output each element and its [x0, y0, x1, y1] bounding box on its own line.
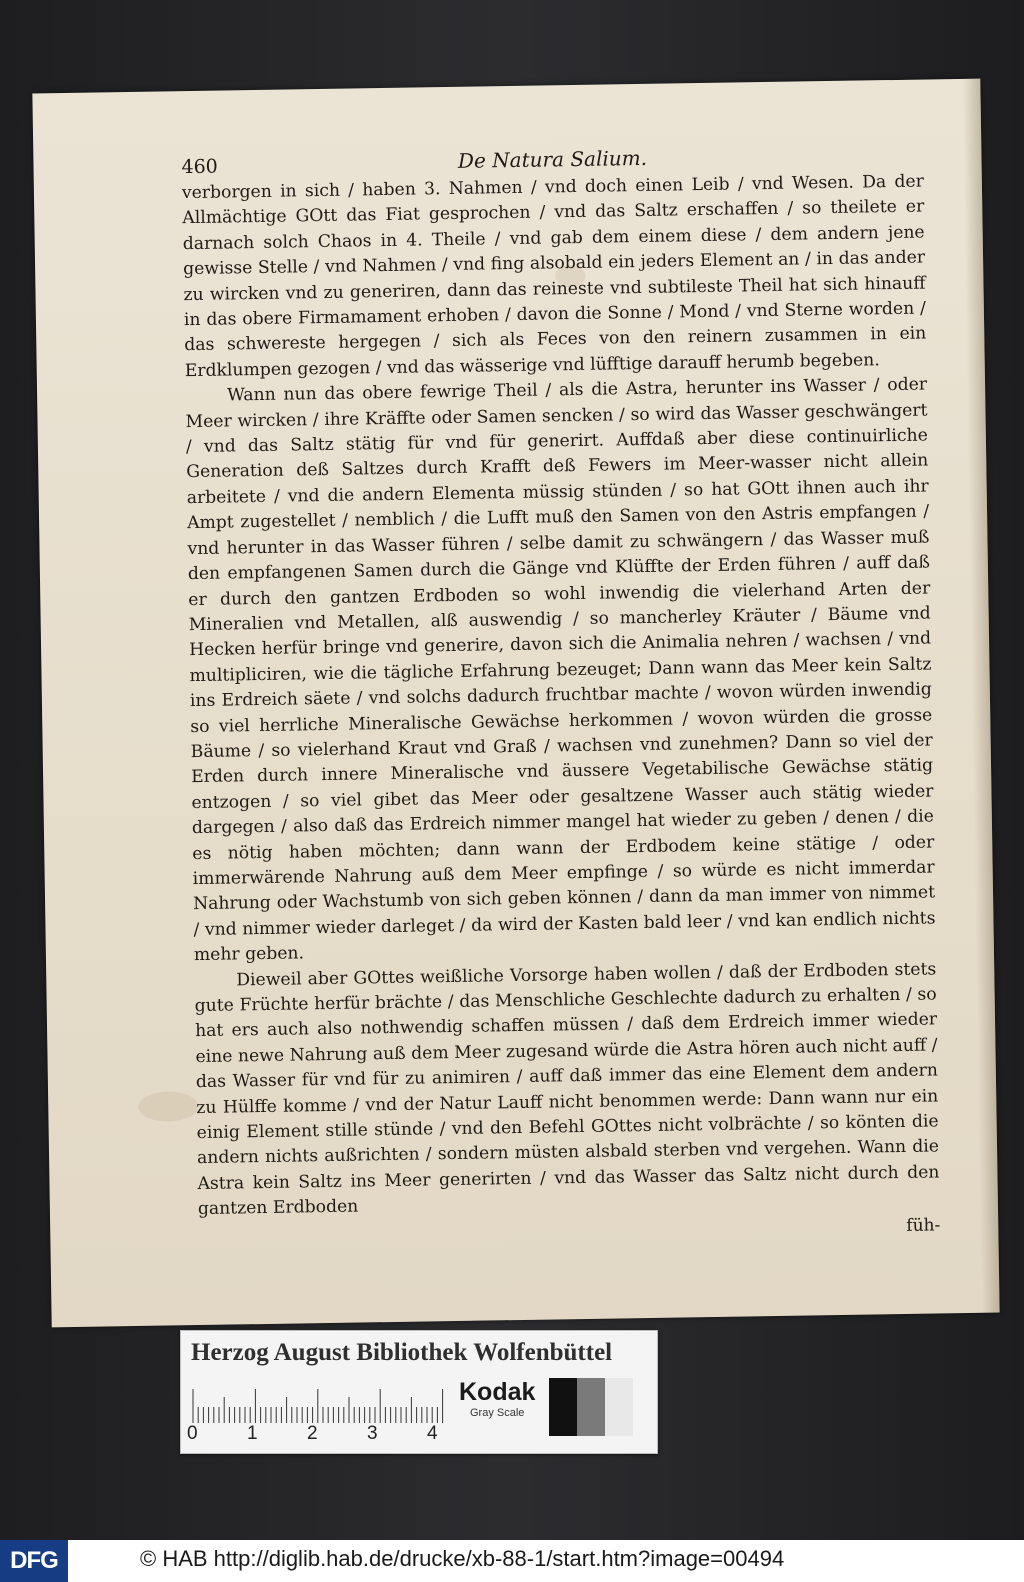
catchword: füh-	[906, 1215, 941, 1236]
ruler-number: 4	[427, 1423, 438, 1444]
copyright-link[interactable]: © HAB http://diglib.hab.de/drucke/xb-88-1/start.htm?image=00494	[140, 1546, 785, 1571]
scale-ruler	[191, 1383, 451, 1423]
page-number: 460	[181, 155, 218, 179]
gray-patch-black	[549, 1378, 577, 1436]
paragraph: Dieweil aber GOttes weißliche Vorsorge haben wollen / daß der Erdboden stets gute Früchte herfür brächte / das Menschliche Geschlechte dadurch zu erhalten / so hat ers auch also nothwendig schaffen müssen / daß dem Erdreich immer wieder eine newe Nahrung auß dem Meer zugesand würde die Astra hören auch nicht auff / das Wasser für vnd für zu animiren / auff daß immer das eine Element dem andern zu Hülffe komme / vnd der Natur Lauff nicht benommen werde: Dann wann nur ein einig Element stille stünde / vnd den Befehl GOttes nicht volbrächte / so könten die andern nichts außrichten / sondern müsten alsbald sterben vnd vergehen. Wann die Astra kein Saltz ins Meer generirten / vnd das Wasser das Saltz nicht durch den gantzen Erdboden	[194, 959, 940, 1220]
running-head: De Natura Salium.	[457, 145, 648, 173]
dfg-logo: DFG	[0, 1540, 68, 1582]
ruler-number: 2	[307, 1423, 318, 1444]
kodak-logo: Kodak	[459, 1378, 536, 1406]
color-target-card	[180, 1330, 658, 1454]
paragraph: verborgen in sich / haben 3. Nahmen / vnd doch einen Leib / vnd Wesen. Da der Allmächtige GOtt das Fiat gesprochen / vnd das Saltz erschaffen / so theilete er darnach solch Chaos in 4. Theile / vnd gab dem einem diese / dem andern jene gewisse Stelle / vnd Nahmen / vnd fing alsobald ein jeders Element an / in das ander zu wircken vnd zu generiren, dann das reineste vnd subtileste Theil hat sich hinauff in das obere Firmamament erhoben / davon die Sonne / Mond / vnd Sterne worden / das schwereste hergegen / sich als Feces von den reinern zusammen in ein Erdklumpen gezogen / vnd das wässerige vnd lüfftige darauff herumb begeben.	[181, 171, 927, 382]
gray-scale-patches	[549, 1378, 633, 1436]
gray-patch-white	[605, 1378, 633, 1436]
paragraph: Wann nun das obere fewrige Theil / als die Astra, herunter ins Wasser / oder Meer wircken / ihre Kräffte oder Samen sencken / so wird das Wasser geschwängert / vnd das Saltz stätig für vnd für generirt. Auffdaß aber diese continuirliche Generation deß Saltzes durch Krafft deß Fewers im Meer-wasser nicht allein arbeitete / vnd die andern Elementa müssig stünden / so hat GOtt ihnen auch ihr Ampt zugestellet / nemblich / die Lufft muß den Samen von den Astris empfangen / vnd herunter in das Wasser führen / selbe damit zu schwängern / das Wasser muß den empfangenen Samen durch die Gänge vnd Klüffte der Erden führen / auff daß er durch den gantzen Erdboden so wohl inwendig die vielerhand Arten der Mineralien vnd Metallen, alß auswendig / so mancherley Kräuter / Bäume vnd Hecken herfür bringe vnd generire, davon sich die Animalia nehren / wachsen / vnd multipliciren, wie die tägliche Erfahrung bezeuget; Dann wann das Meer kein Saltz ins Erdreich säete / vnd solchs dadurch fruchtbar machte / wovon würden inwendig so viel herrliche Mineralische Gewächse herkommen / wovon würden die grosse Bäume / so vielerhand Kraut vnd Graß / wachsen vnd zunehmen? Dann so viel der Erden durch innere Mineralische vnd äussere Vegetabilische Gewächse stätig entzogen / so viel gibet das Meer oder gesaltzene Wasser auch stätig wieder dargegen / also daß das Erdreich nimmer mangel hat wieder zu geben / denen / die es nötig haben möchten; dann wann der Erdbodem keine stätige / oder immerwärende Nahrung auß dem Meer empfinge / so würde es nicht immerdar Nahrung oder Wachstumb von sich geben können / dann da man immer von nimmet / vnd nimmer wieder darleget / da wird der Kasten bald leer / vnd kan endlich nichts mehr geben.	[185, 374, 936, 966]
text-block	[181, 142, 940, 1251]
kodak-subtitle: Gray Scale	[470, 1407, 525, 1419]
book-page	[32, 79, 999, 1328]
paper-stain	[138, 1091, 198, 1122]
library-name: Herzog August Bibliothek Wolfenbüttel	[191, 1339, 613, 1366]
ruler-number: 0	[187, 1423, 198, 1444]
gray-patch-mid	[577, 1378, 605, 1436]
footer-bar	[0, 1540, 1024, 1582]
ruler-number: 1	[247, 1423, 258, 1444]
ruler-number: 3	[367, 1423, 378, 1444]
